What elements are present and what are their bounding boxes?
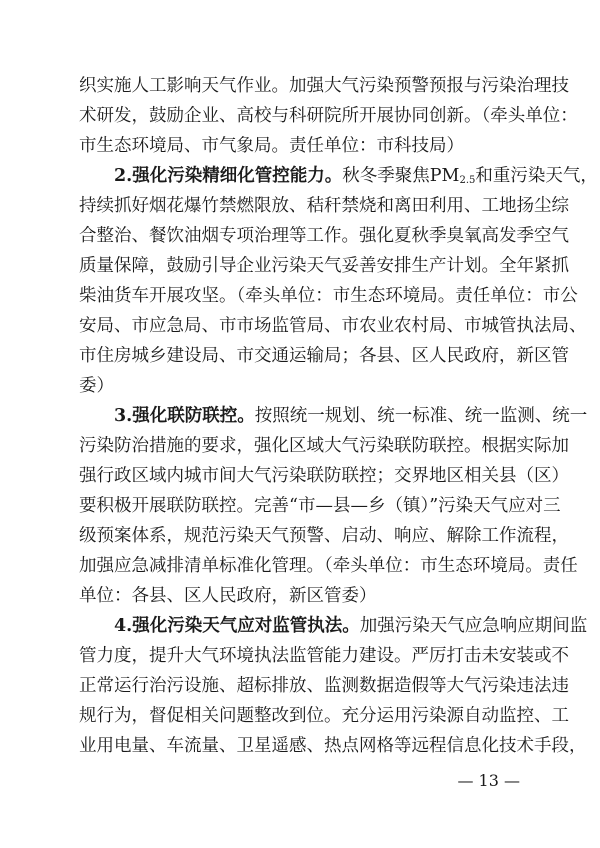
- text-line: 合整治、餐饮油烟专项治理等工作。强化夏秋季臭氧高发季空气: [79, 226, 569, 246]
- text-line: 加强应急减排清单标准化管理。（牵头单位：市生态环境局。责任: [79, 556, 578, 576]
- text-line: 管力度，提升大气环境执法监管能力建设。严厉打击未安装或不: [79, 646, 569, 666]
- text-line: 强行政区域内城市间大气污染联防联控；交界地区相关县（区）: [79, 466, 569, 486]
- section-heading: 4.强化污染天气应对监管执法。: [114, 616, 360, 636]
- text-line: [114, 403, 588, 429]
- section-heading: 3.强化联防联控。: [114, 406, 255, 426]
- text-line: 业用电量、车流量、卫星遥感、热点网格等远程信息化技术手段，: [79, 736, 587, 756]
- text-line: 市生态环境局、市气象局。责任单位：市科技局）: [79, 136, 464, 156]
- subscript-text: 2.5: [459, 175, 476, 186]
- text-line: 单位：各县、区人民政府，新区管委）: [79, 586, 377, 606]
- text-line: 市住房城乡建设局、市交通运输局；各县、区人民政府，新区管: [79, 346, 569, 366]
- text-line: [114, 163, 598, 189]
- text-line: 安局、市应急局、市市场监管局、市农业农村局、市城管执法局、: [79, 316, 587, 336]
- text-span: 和重污染天气，: [475, 166, 598, 186]
- text-line: 术研发，鼓励企业、高校与科研院所开展协同创新。（牵头单位：: [79, 106, 578, 126]
- text-line: 柴油货车开展攻坚。（牵头单位：市生态环境局。责任单位：市公: [79, 286, 578, 306]
- text-line: 持续抓好烟花爆竹禁燃限放、秸秆禁烧和离田利用、工地扬尘综: [79, 196, 569, 216]
- text-span: 按照统一规划、统一标准、统一监测、统一: [254, 406, 588, 426]
- text-line: 级预案体系，规范污染天气预警、启动、响应、解除工作流程，: [79, 526, 569, 546]
- text-line: 污染防治措施的要求，强化区域大气污染联防联控。根据实际加: [79, 436, 569, 456]
- text-line: [114, 613, 588, 639]
- page-number: — 13 —: [457, 771, 520, 790]
- text-line: 正常运行治污设施、超标排放、监测数据造假等大气污染违法违: [79, 676, 569, 696]
- text-span: 加强污染天气应急响应期间监: [359, 616, 588, 636]
- text-span: 秋冬季聚焦PM: [342, 166, 460, 186]
- text-line: 委）: [79, 376, 114, 396]
- text-line: 要积极开展联防联控。完善“市—县—乡（镇）”污染天气应对三: [79, 496, 561, 516]
- text-line: 织实施人工影响天气作业。加强大气污染预警预报与污染治理技: [79, 76, 569, 96]
- text-line: 质量保障，鼓励引导企业污染天气妥善安排生产计划。全年紧抓: [79, 256, 569, 276]
- text-line: 规行为，督促相关问题整改到位。充分运用污染源自动监控、工: [79, 706, 569, 726]
- section-heading: 2.强化污染精细化管控能力。: [114, 166, 343, 186]
